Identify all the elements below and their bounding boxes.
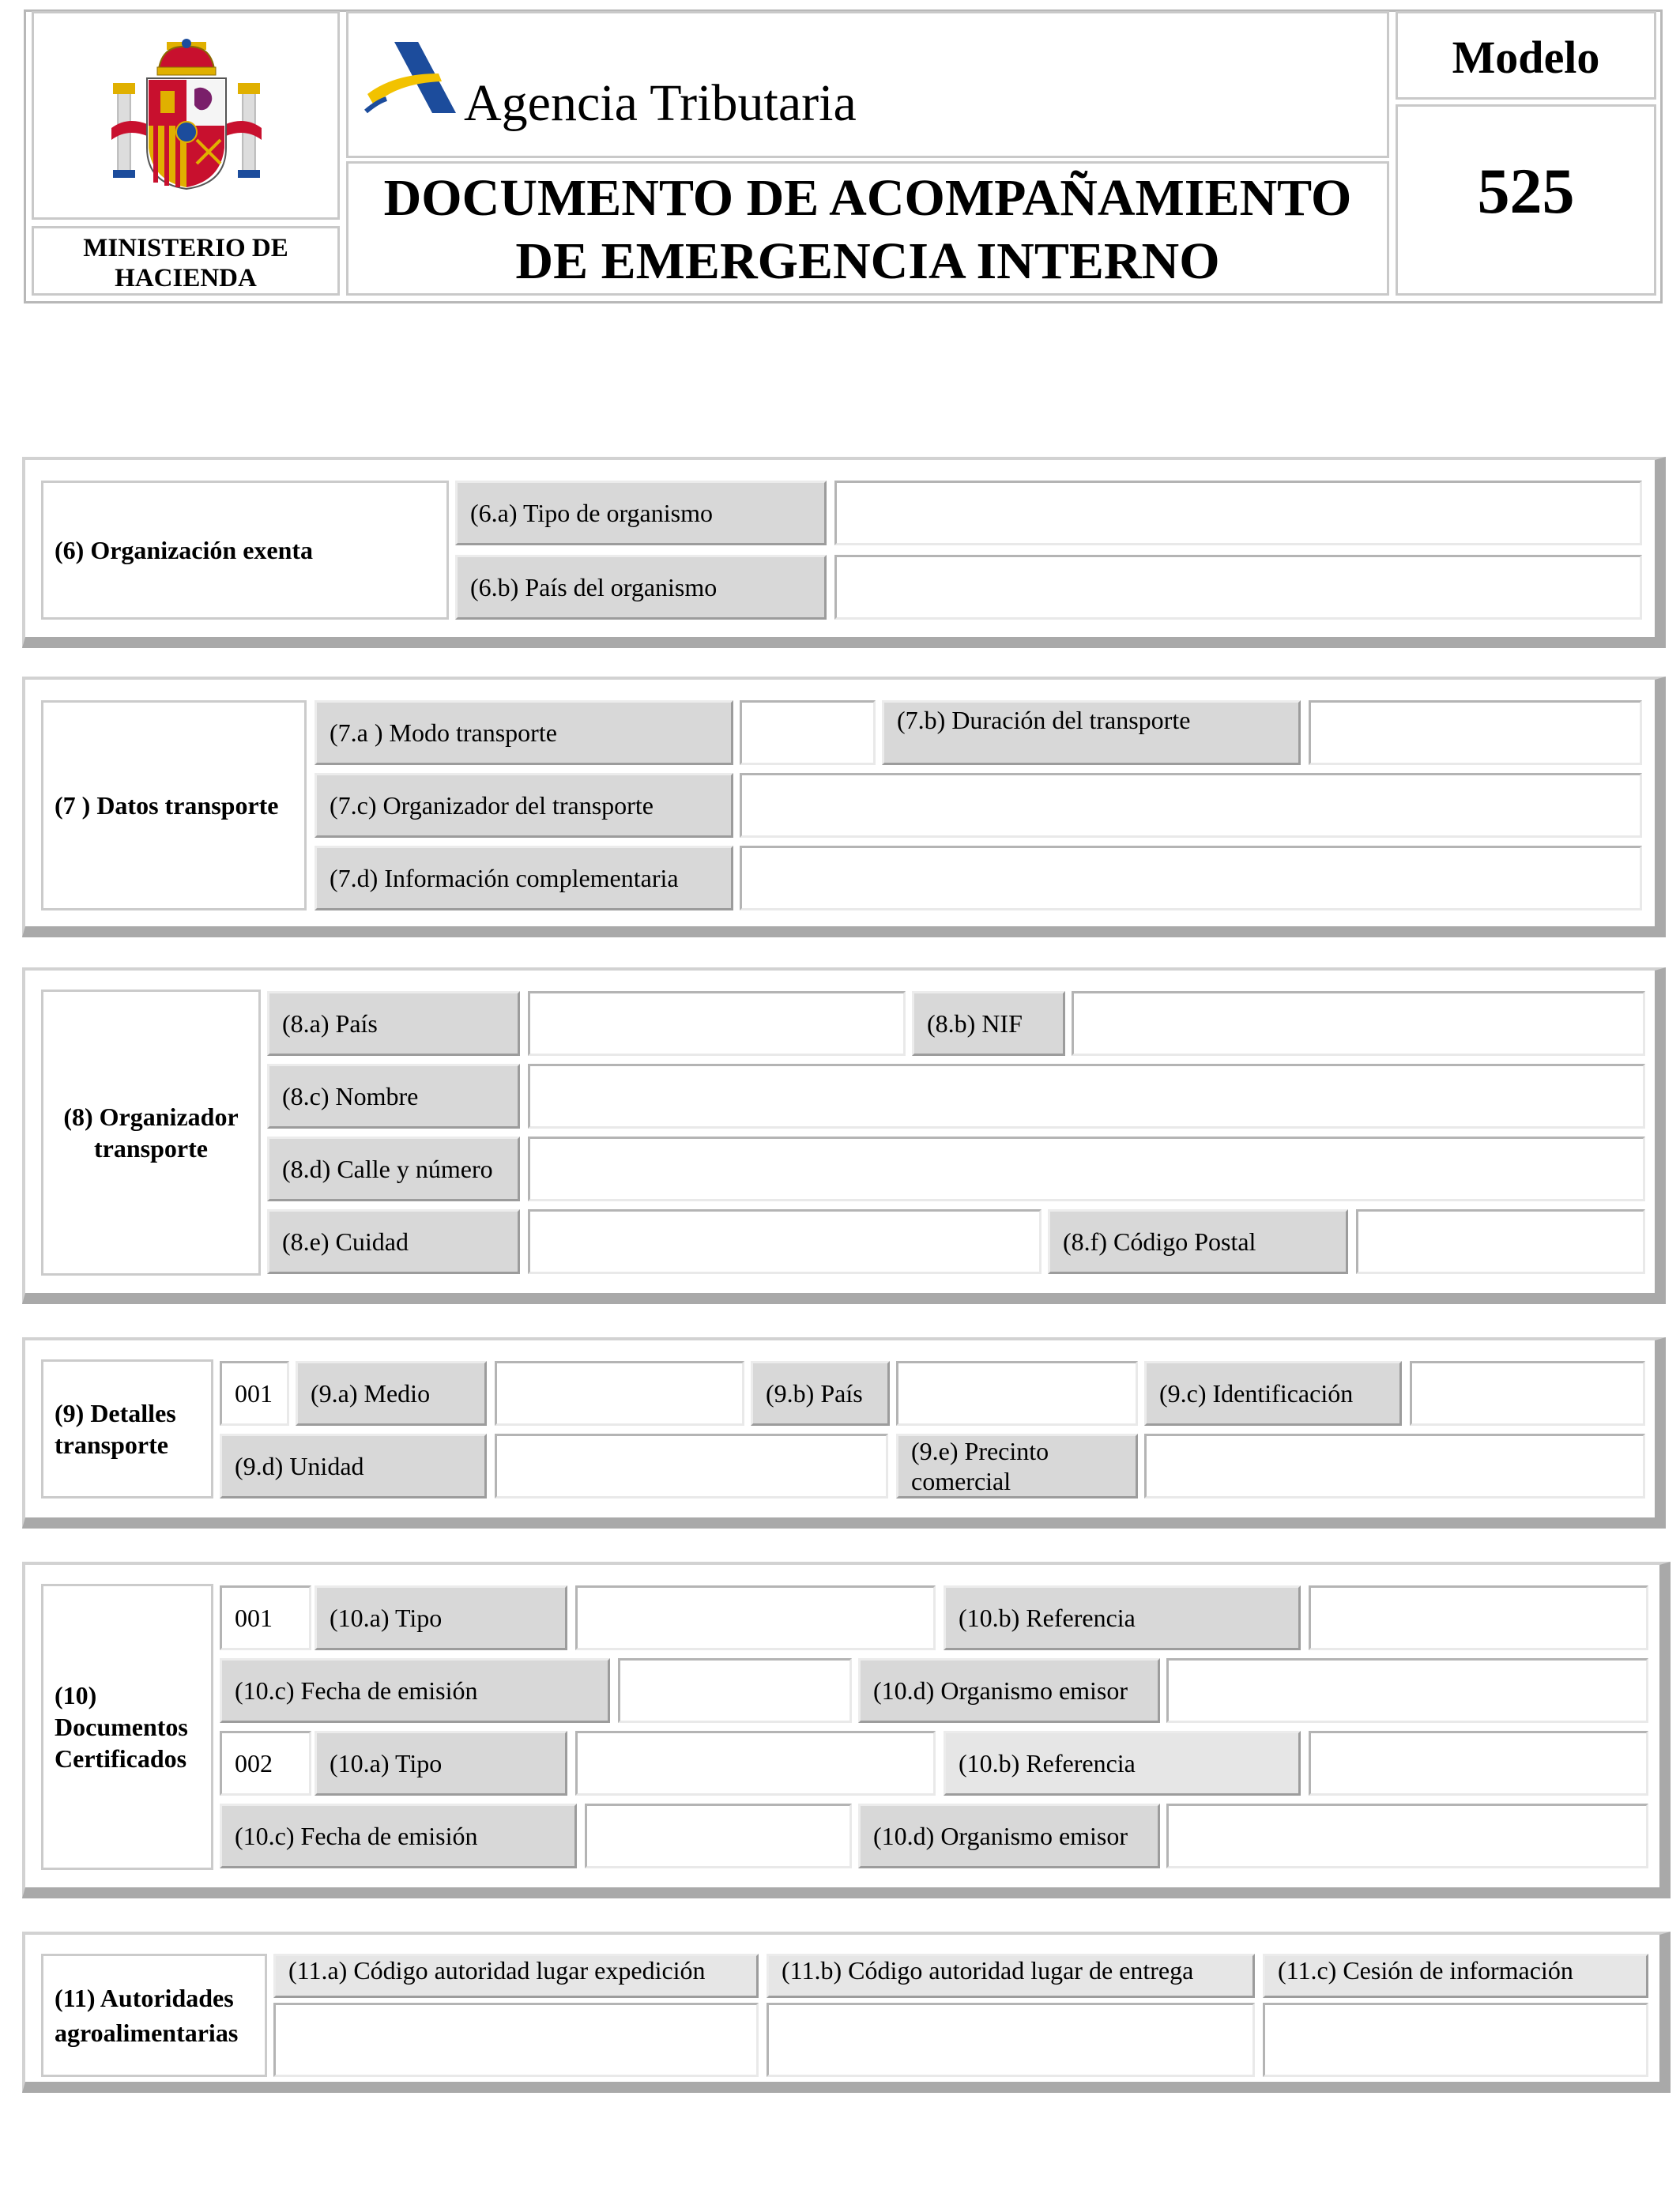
label-7b-duracion-transporte: (7.b) Duración del transporte bbox=[882, 700, 1301, 765]
field-9e-precinto-comercial[interactable] bbox=[1144, 1434, 1645, 1498]
label-6b-pais-organismo: (6.b) País del organismo bbox=[455, 555, 827, 620]
label-10d-organismo-emisor-1: (10.d) Organismo emisor bbox=[858, 1658, 1160, 1723]
label-8f-codigo-postal: (8.f) Código Postal bbox=[1048, 1209, 1348, 1274]
section-10-title-line-2: Documentos bbox=[55, 1713, 188, 1741]
section-6-title-text: (6) Organización exenta bbox=[55, 536, 314, 564]
label-9e-line-1: (9.e) Precinto bbox=[911, 1437, 1049, 1465]
spain-coat-of-arms-icon bbox=[104, 37, 277, 195]
modelo-label: Modelo bbox=[1452, 32, 1600, 83]
agencia-tributaria-logo-icon bbox=[363, 34, 465, 121]
section-8-title bbox=[41, 990, 261, 1276]
crest-cell bbox=[32, 11, 340, 220]
section-11-title bbox=[41, 1954, 267, 2077]
label-8a-pais: (8.a) País bbox=[267, 991, 520, 1056]
ministry-cell bbox=[32, 226, 340, 296]
field-9c-identificacion[interactable] bbox=[1410, 1361, 1645, 1426]
document-title-line-1: DOCUMENTO DE ACOMPAÑAMIENTO bbox=[383, 169, 1352, 227]
modelo-label-cell bbox=[1396, 11, 1656, 100]
section-10-title-line-1: (10) bbox=[55, 1681, 97, 1710]
ministry-line-2: HACIENDA bbox=[115, 264, 257, 292]
field-7c-organizador-transporte[interactable] bbox=[740, 773, 1642, 838]
section-10-title bbox=[41, 1584, 213, 1870]
section-11-title-line-2: agroalimentarias bbox=[55, 2019, 239, 2047]
field-10a-tipo-2[interactable] bbox=[575, 1731, 936, 1796]
section-9-title-line-2: transporte bbox=[55, 1431, 168, 1459]
label-7a-modo-transporte: (7.a ) Modo transporte bbox=[315, 700, 733, 765]
label-8c-nombre: (8.c) Nombre bbox=[267, 1064, 520, 1129]
field-10d-organismo-emisor-2[interactable] bbox=[1166, 1804, 1648, 1868]
section-7-title bbox=[41, 700, 307, 910]
field-11b-codigo-autoridad-entrega[interactable] bbox=[767, 2003, 1255, 2077]
field-10c-fecha-emision-2[interactable] bbox=[585, 1804, 852, 1868]
label-6a-tipo-organismo: (6.a) Tipo de organismo bbox=[455, 481, 827, 545]
section-11-title-line-1: (11) Autoridades bbox=[55, 1984, 234, 2012]
document-title-cell bbox=[346, 161, 1389, 296]
section-6-title bbox=[41, 481, 449, 620]
field-8a-pais[interactable] bbox=[528, 991, 906, 1056]
section-8-title-line-2: transporte bbox=[94, 1134, 208, 1163]
label-11c-cesion-informacion: (11.c) Cesión de información bbox=[1263, 1954, 1648, 1998]
section-10-title-line-3: Certificados bbox=[55, 1744, 187, 1773]
label-11b-codigo-autoridad-entrega: (11.b) Código autoridad lugar de entrega bbox=[767, 1954, 1255, 1998]
label-8e-ciudad: (8.e) Cuidad bbox=[267, 1209, 520, 1274]
field-9d-unidad[interactable] bbox=[495, 1434, 888, 1498]
field-8f-codigo-postal[interactable] bbox=[1356, 1209, 1645, 1274]
agency-name: Agencia Tributaria bbox=[464, 74, 857, 132]
label-9a-medio: (9.a) Medio bbox=[296, 1361, 487, 1426]
field-11c-cesion-informacion[interactable] bbox=[1263, 2003, 1648, 2077]
field-7a-modo-transporte[interactable] bbox=[740, 700, 876, 765]
label-9d-unidad: (9.d) Unidad bbox=[220, 1434, 487, 1498]
field-7b-duracion-transporte[interactable] bbox=[1309, 700, 1642, 765]
section-9-title-line-1: (9) Detalles bbox=[55, 1399, 176, 1427]
field-9a-medio[interactable] bbox=[495, 1361, 744, 1426]
field-10b-referencia-2[interactable] bbox=[1309, 1731, 1648, 1796]
label-10c-fecha-emision-2: (10.c) Fecha de emisión bbox=[220, 1804, 577, 1868]
field-8c-nombre[interactable] bbox=[528, 1064, 1645, 1129]
modelo-number: 525 bbox=[1477, 155, 1575, 227]
row-number-9: 001 bbox=[220, 1361, 289, 1426]
field-11a-codigo-autoridad-expedicion[interactable] bbox=[273, 2003, 759, 2077]
field-9b-pais[interactable] bbox=[896, 1361, 1138, 1426]
label-10c-fecha-emision-1: (10.c) Fecha de emisión bbox=[220, 1658, 610, 1723]
label-10b-referencia-1: (10.b) Referencia bbox=[944, 1585, 1301, 1650]
section-8-title-line-1: (8) Organizador bbox=[63, 1103, 239, 1131]
field-8b-nif[interactable] bbox=[1072, 991, 1645, 1056]
label-9e-precinto-comercial bbox=[896, 1434, 1138, 1498]
section-7-title-text: (7 ) Datos transporte bbox=[55, 791, 279, 820]
field-6b-pais-organismo[interactable] bbox=[834, 555, 1642, 620]
row-number-10-2: 002 bbox=[220, 1731, 311, 1796]
field-10b-referencia-1[interactable] bbox=[1309, 1585, 1648, 1650]
label-9b-pais: (9.b) País bbox=[751, 1361, 890, 1426]
section-9-title bbox=[41, 1359, 213, 1498]
label-7c-organizador-transporte: (7.c) Organizador del transporte bbox=[315, 773, 733, 838]
field-7d-informacion-complementaria[interactable] bbox=[740, 846, 1642, 910]
label-8b-nif: (8.b) NIF bbox=[912, 991, 1065, 1056]
label-10b-referencia-2: (10.b) Referencia bbox=[944, 1731, 1301, 1796]
label-9e-line-2: comercial bbox=[911, 1467, 1011, 1495]
label-9c-identificacion: (9.c) Identificación bbox=[1144, 1361, 1402, 1426]
label-10d-organismo-emisor-2: (10.d) Organismo emisor bbox=[858, 1804, 1160, 1868]
label-11a-codigo-autoridad-expedicion: (11.a) Código autoridad lugar expedición bbox=[273, 1954, 759, 1998]
field-6a-tipo-organismo[interactable] bbox=[834, 481, 1642, 545]
field-10a-tipo-1[interactable] bbox=[575, 1585, 936, 1650]
field-8e-ciudad[interactable] bbox=[528, 1209, 1042, 1274]
label-10a-tipo-2: (10.a) Tipo bbox=[315, 1731, 567, 1796]
label-8d-calle-numero: (8.d) Calle y número bbox=[267, 1137, 520, 1201]
ministry-line-1: MINISTERIO DE bbox=[83, 234, 288, 262]
document-title-line-2: DE EMERGENCIA INTERNO bbox=[515, 232, 1220, 290]
field-8d-calle-numero[interactable] bbox=[528, 1137, 1645, 1201]
label-7d-informacion-complementaria: (7.d) Información complementaria bbox=[315, 846, 733, 910]
agency-cell bbox=[346, 11, 1389, 158]
label-10a-tipo-1: (10.a) Tipo bbox=[315, 1585, 567, 1650]
modelo-number-cell bbox=[1396, 104, 1656, 296]
row-number-10-1: 001 bbox=[220, 1585, 311, 1650]
field-10d-organismo-emisor-1[interactable] bbox=[1166, 1658, 1648, 1723]
field-10c-fecha-emision-1[interactable] bbox=[618, 1658, 852, 1723]
